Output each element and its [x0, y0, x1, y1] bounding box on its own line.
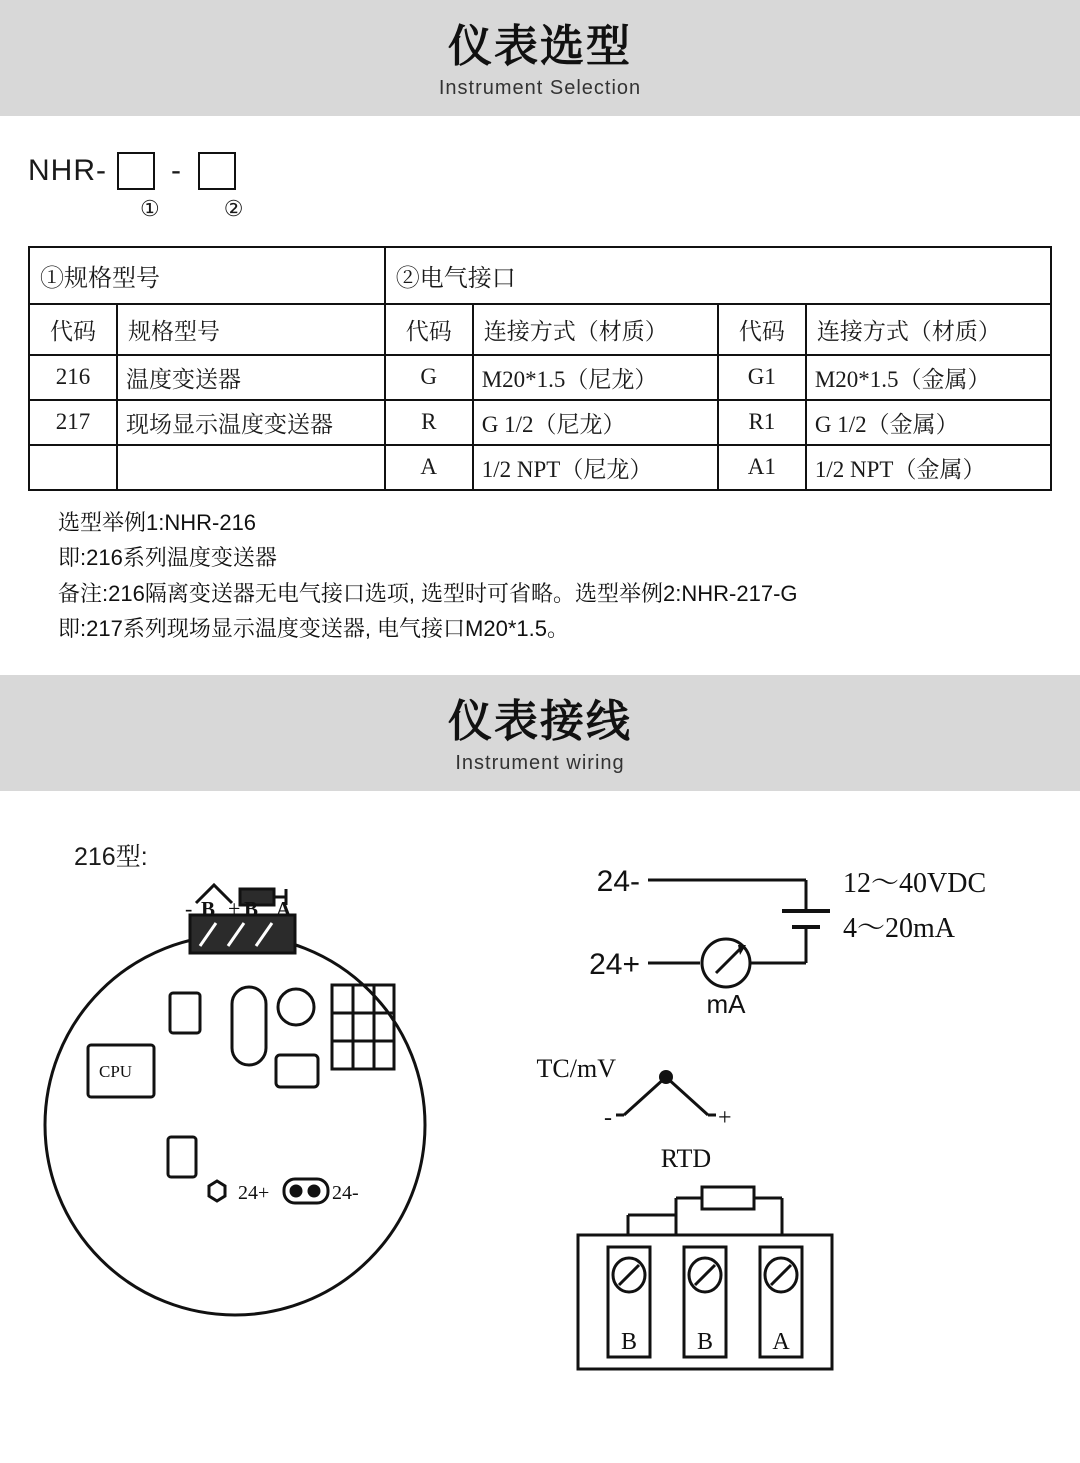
- section-banner-selection: [0, 0, 1080, 116]
- section-title-en: Instrument wiring: [455, 751, 625, 774]
- rtd-resistor: [702, 1187, 754, 1209]
- section-title-cn: 仪表选型: [448, 22, 632, 71]
- cell-conn-A: 1/2 NPT（尼龙）: [473, 445, 718, 490]
- sub-header-connection-2: 连接方式（材质）: [806, 304, 1051, 355]
- cell-model-216: 温度变送器: [117, 355, 385, 400]
- cell-code-A: A: [385, 445, 473, 490]
- note-line: 即:216系列温度变送器: [58, 545, 277, 571]
- table-row: [29, 400, 1051, 445]
- supply-minus-label: 24-: [596, 864, 640, 898]
- table-sub-header-row: [29, 304, 1051, 355]
- device-type-label: 216型:: [74, 842, 148, 871]
- cell-code-A1: A1: [718, 445, 806, 490]
- spacer: [0, 791, 1080, 815]
- power-label-minus: 24-: [332, 1181, 359, 1204]
- screw-hex: [209, 1181, 225, 1201]
- model-dash: -: [171, 153, 182, 187]
- group-header-1: ①规格型号: [29, 247, 385, 304]
- rtd-label: RTD: [660, 1143, 712, 1173]
- cell-model-217: 现场显示温度变送器: [117, 400, 385, 445]
- wiring-diagram-area: [0, 815, 1080, 1405]
- model-code-area: [28, 152, 1080, 238]
- power-label-plus: 24+: [238, 1181, 270, 1204]
- table-row: [29, 355, 1051, 400]
- cell-code-G1: G1: [718, 355, 806, 400]
- cell-code-R: R: [385, 400, 473, 445]
- cell-code-216: 216: [29, 355, 117, 400]
- model-box-2: [198, 152, 236, 190]
- sub-header-model: 规格型号: [117, 304, 385, 355]
- selection-notes: [58, 505, 1080, 648]
- model-prefix: NHR-: [28, 153, 107, 187]
- model-marker-2: ②: [223, 195, 244, 221]
- model-marker-1: ①: [140, 195, 160, 221]
- tc-minus: -: [604, 1104, 612, 1131]
- sub-header-code-1: 代码: [29, 304, 117, 355]
- cell-empty-1: [29, 445, 117, 490]
- model-code-row: [28, 152, 1080, 190]
- component-capacitor: [232, 987, 266, 1065]
- component-round: [278, 989, 314, 1025]
- sub-header-connection-1: 连接方式（材质）: [473, 304, 718, 355]
- section-title-cn: 仪表接线: [448, 697, 632, 747]
- sub-header-code-2: 代码: [385, 304, 473, 355]
- wiring-diagram-svg: [0, 815, 1080, 1410]
- supply-plus-label: 24+: [589, 947, 640, 981]
- voltage-spec: 12～40VDC: [843, 867, 987, 899]
- terminal-label-b1: B: [201, 896, 216, 921]
- cell-conn-R: G 1/2（尼龙）: [473, 400, 718, 445]
- cell-conn-G1: M20*1.5（金属）: [806, 355, 1051, 400]
- cell-code-G: G: [385, 355, 473, 400]
- cpu-label: CPU: [99, 1061, 133, 1081]
- cell-conn-G: M20*1.5（尼龙）: [473, 355, 718, 400]
- cell-empty-2: [117, 445, 385, 490]
- terminal-sign-plus: +: [228, 895, 241, 921]
- rtd-terminal-b2: B: [696, 1328, 714, 1355]
- cell-code-R1: R1: [718, 400, 806, 445]
- current-spec: 4～20mA: [843, 912, 956, 944]
- rtd-terminal-a: A: [772, 1328, 790, 1355]
- terminal-label-b2: B: [244, 896, 259, 921]
- model-box-1: [117, 152, 155, 190]
- tc-plus: +: [718, 1104, 732, 1131]
- tc-label: TC/mV: [536, 1053, 616, 1083]
- terminal-label-a: A: [276, 896, 292, 921]
- table-group-header-row: [29, 247, 1051, 304]
- cell-conn-A1: 1/2 NPT（金属）: [806, 445, 1051, 490]
- table-row: [29, 445, 1051, 490]
- note-line: 备注:216隔离变送器无电气接口选项, 选型时可省略。选型举例2:NHR-217-G: [58, 580, 798, 606]
- terminal-sign-minus: -: [185, 895, 193, 921]
- section-banner-wiring: [0, 675, 1080, 791]
- section-title-en: Instrument Selection: [438, 76, 642, 99]
- cell-code-217: 217: [29, 400, 117, 445]
- meter-label: mA: [706, 988, 746, 1019]
- note-line: 选型举例1:NHR-216: [58, 509, 257, 535]
- selection-table: [28, 246, 1052, 491]
- spacer: [0, 647, 1080, 675]
- model-markers: [28, 196, 1080, 222]
- cell-conn-R1: G 1/2（金属）: [806, 400, 1051, 445]
- rtd-terminal-b1: B: [620, 1328, 638, 1355]
- note-line: 即:217系列现场显示温度变送器, 电气接口M20*1.5。: [58, 616, 569, 642]
- group-header-2: ②电气接口: [385, 247, 1051, 304]
- sub-header-code-3: 代码: [718, 304, 806, 355]
